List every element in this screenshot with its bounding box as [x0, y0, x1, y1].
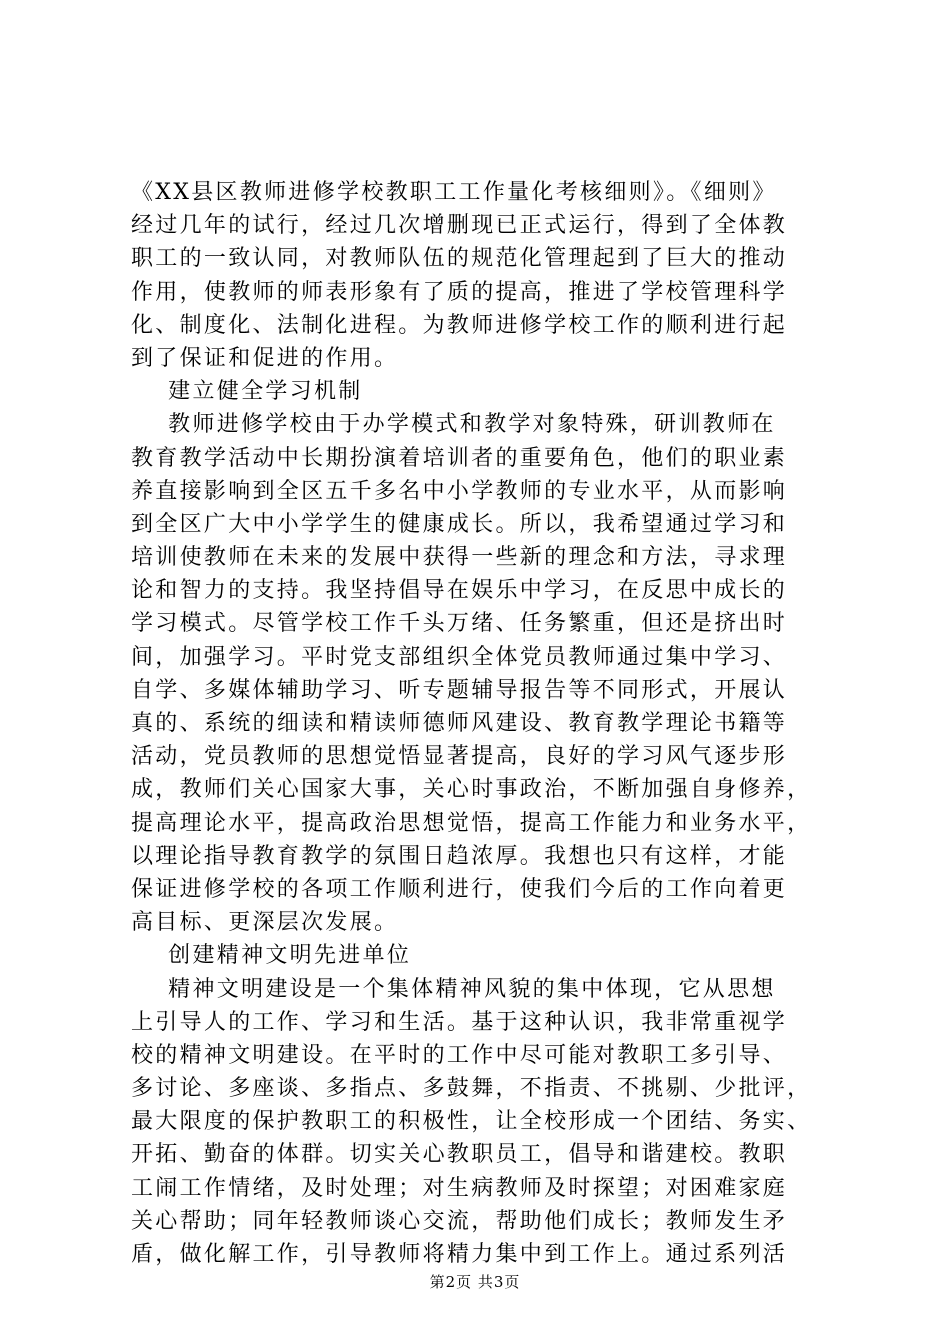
document-body [131, 176, 831, 1271]
text-line: 到了保证和促进的作用。 [131, 345, 399, 371]
text-line: 职工的一致认同，对教师队伍的规范化管理起到了巨大的推动 [131, 246, 788, 272]
text-line: 开拓、勤奋的体群。切实关心教职员工，倡导和谐建校。教职 [131, 1142, 788, 1168]
page-footer: 第2页 共3页 [429, 1273, 521, 1291]
text-line: 保证进修学校的各项工作顺利进行，使我们今后的工作向着更 [131, 876, 788, 902]
text-line: 最大限度的保护教职工的积极性，让全校形成一个团结、务实、 [131, 1109, 812, 1135]
text-line: 建立健全学习机制 [131, 379, 363, 405]
text-line: 成，教师们关心国家大事，关心时事政治，不断加强自身修养， [131, 777, 812, 803]
text-line: 高目标、更深层次发展。 [131, 910, 399, 936]
text-line: 以理论指导教育教学的氛围日趋浓厚。我想也只有这样，才能 [131, 843, 788, 869]
text-line: 精神文明建设是一个集体精神风貌的集中体现，它从思想 [131, 976, 776, 1002]
text-line: 教育教学活动中长期扮演着培训者的重要角色，他们的职业素 [131, 445, 788, 471]
text-line: 到全区广大中小学学生的健康成长。所以，我希望通过学习和 [131, 511, 788, 537]
text-line: 间，加强学习。平时党支部组织全体党员教师通过集中学习、 [131, 644, 788, 670]
text-line: 学习模式。尽管学校工作千头万绪、任务繁重，但还是挤出时 [131, 611, 788, 637]
text-line: 培训使教师在未来的发展中获得一些新的理念和方法，寻求理 [131, 545, 788, 571]
text-line: 《XX县区教师进修学校教职工工作量化考核细则》。《细则》 [131, 180, 777, 205]
text-line: 自学、多媒体辅助学习、听专题辅导报告等不同形式，开展认 [131, 677, 788, 703]
text-line: 教师进修学校由于办学模式和教学对象特殊，研训教师在 [131, 412, 776, 438]
text-line: 校的精神文明建设。在平时的工作中尽可能对教职工多引导、 [131, 1042, 788, 1068]
text-line: 化、制度化、法制化进程。为教师进修学校工作的顺利进行起 [131, 312, 788, 338]
text-line: 经过几年的试行，经过几次增删现已正式运行，得到了全体教 [131, 213, 788, 239]
text-line: 论和智力的支持。我坚持倡导在娱乐中学习，在反思中成长的 [131, 578, 788, 604]
text-line: 提高理论水平，提高政治思想觉悟，提高工作能力和业务水平， [131, 810, 812, 836]
text-line: 创建精神文明先进单位 [131, 943, 412, 969]
text-line: 真的、系统的细读和精读师德师风建设、教育教学理论书籍等 [131, 711, 788, 736]
text-line: 多讨论、多座谈、多指点、多鼓舞，不指责、不挑剔、少批评， [131, 1076, 812, 1102]
text-line: 上引导人的工作、学习和生活。基于这种认识，我非常重视学 [131, 1009, 788, 1035]
text-line: 关心帮助；同年轻教师谈心交流，帮助他们成长；教师发生矛 [131, 1208, 788, 1234]
text-line: 作用，使教师的师表形象有了质的提高，推进了学校管理科学 [131, 279, 788, 305]
text-line: 盾，做化解工作，引导教师将精力集中到工作上。通过系列活 [131, 1242, 788, 1267]
text-line: 工闹工作情绪，及时处理；对生病教师及时探望；对困难家庭 [131, 1175, 788, 1201]
text-line: 活动，党员教师的思想觉悟显著提高，良好的学习风气逐步形 [131, 744, 788, 770]
text-line: 养直接影响到全区五千多名中小学教师的专业水平，从而影响 [131, 478, 788, 504]
